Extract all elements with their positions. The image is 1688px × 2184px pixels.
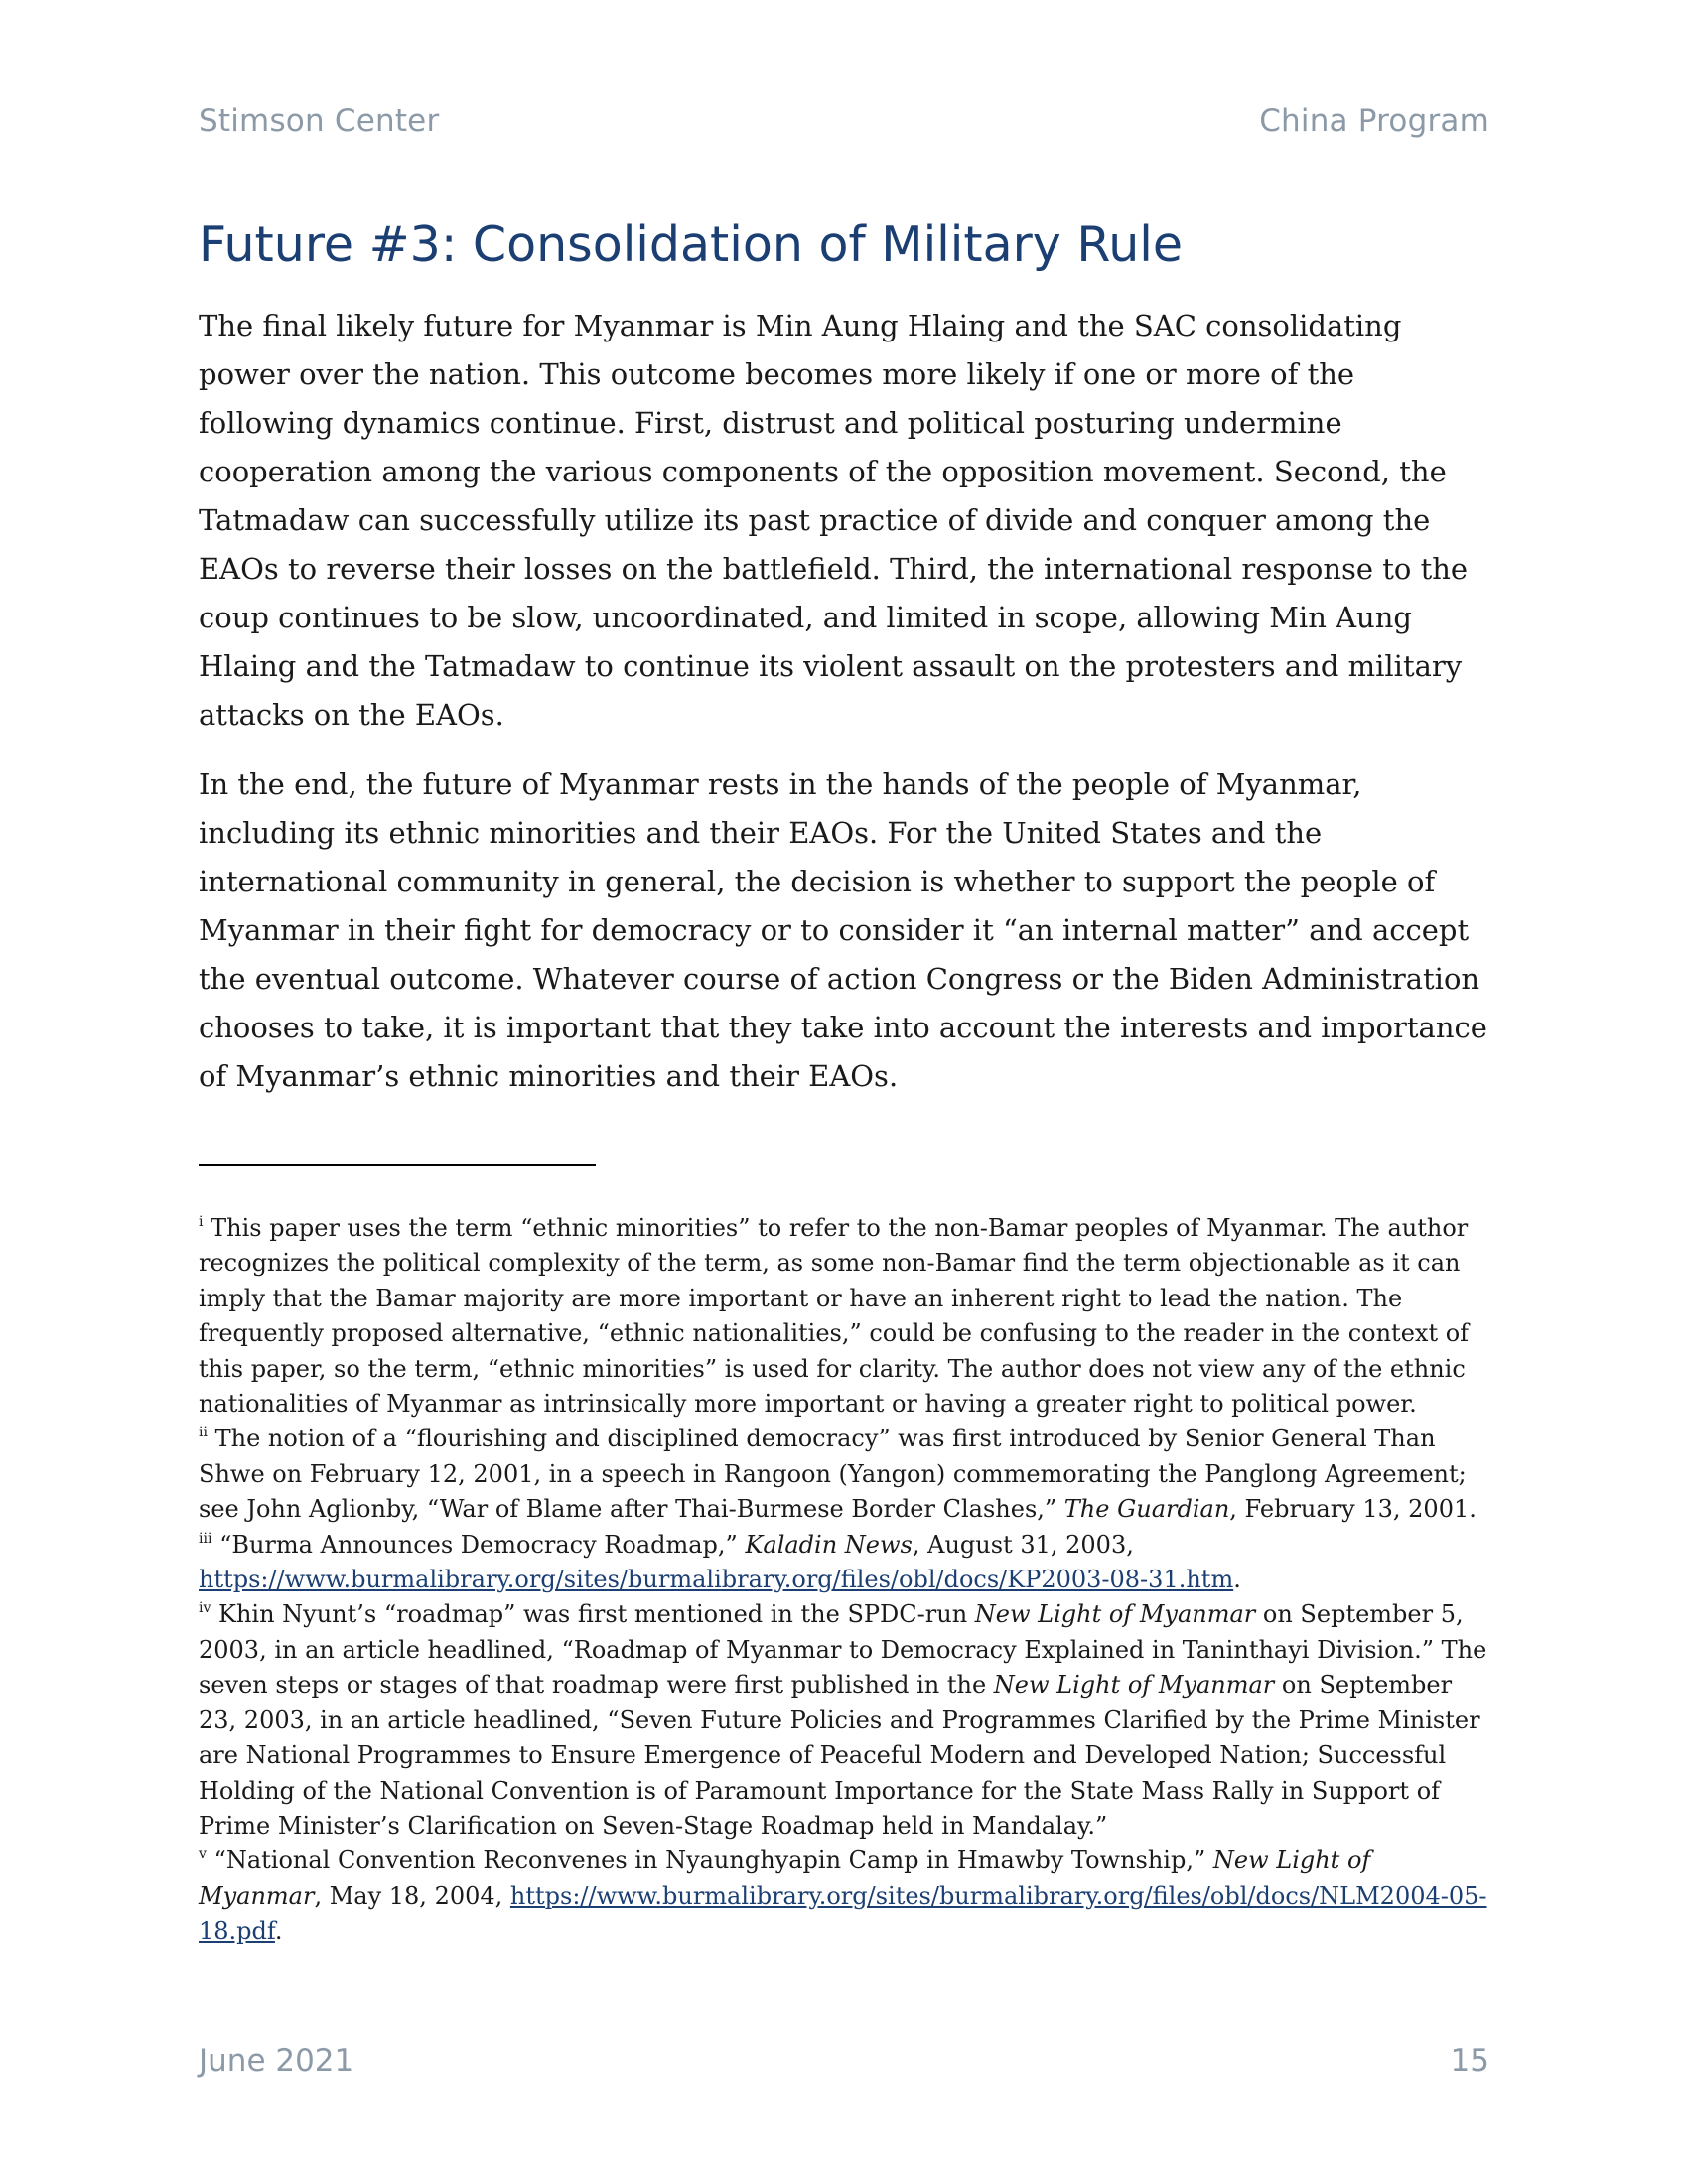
body-text [199,302,1489,1122]
footnote-4 [199,1597,1489,1843]
footnote-text: The notion of a “flourishing and disciplined democracy” was first introduced by Senior General Than Shwe on February 12, 2001, in a speech in Rangoon (Yangon) commemorating the Panglong Agreement; see John Aglionby, “War of Blame after Thai-Burmese Border Clashes,” [199,1425,1467,1524]
footnote-marker: ii [199,1425,208,1441]
footnote-italic: New Light of Myanmar [974,1600,1256,1629]
footnote-divider [199,1164,596,1166]
footnote-2 [199,1422,1489,1527]
footnote-text: . [274,1917,283,1946]
footnote-marker: v [199,1846,207,1863]
body-paragraph-2: In the end, the future of Myanmar rests in the hands of the people of Myanmar, including its ethnic minorities and their EAOs. For the United States and the international community in general, the decision is whether to support the people of Myanmar in their fight for democracy or to consider it “an internal matter” and accept the eventual outcome. Whatever course of action Congress or the Biden Administration chooses to take, it is important that they take into account the interests and importance of Myanmar’s ethnic minorities and their EAOs. [199,767,1487,1093]
footnote-italic: New Light of Myanmar [993,1671,1275,1700]
footnote-text: on September 23, 2003, in an article headlined, “Seven Future Policies and Programmes Clarified by the Prime Minister are National Programmes to Ensure Emergence of Peaceful Modern and Developed Nation; Successful Holding of the National Convention is of Paramount Importance for the State Mass Rally in Support of Prime Minister’s Clarification on Seven-Stage Roadmap held in Mandalay.” [199,1671,1480,1840]
section-title: Future #3: Consolidation of Military Rule [199,216,1184,273]
footnote-1 [199,1211,1489,1422]
footnote-text: “Burma Announces Democracy Roadmap,” [211,1530,746,1559]
footnote-text: Khin Nyunt’s “roadmap” was first mentioned in the SPDC-run [211,1600,975,1629]
footnote-marker: i [199,1214,204,1230]
footnote-text: . [1233,1566,1241,1594]
footnote-text: , August 31, 2003, [912,1530,1134,1559]
footnote-italic: The Guardian [1063,1495,1230,1524]
footnote-link[interactable]: https://www.burmalibrary.org/sites/burmalibrary.org/files/obl/docs/NLM2004-05-18.pdf [199,1881,1487,1946]
header-program: China Program [1259,103,1489,139]
footnote-link[interactable]: https://www.burmalibrary.org/sites/burmalibrary.org/files/obl/docs/KP2003-08-31.htm [199,1566,1234,1594]
body-paragraph-1: The final likely future for Myanmar is Min Aung Hlaing and the SAC consolidating power over the nation. This outcome becomes more likely if one or more of the following dynamics continue. First, distrust and political posturing undermine cooperation among the various components of the opposition movement. Second, the Tatmadaw can successfully utilize its past practice of divide and conquer among the EAOs to reverse their losses on the battlefield. Third, the international response to the coup continues to be slow, uncoordinated, and limited in scope, allowing Min Aung Hlaing and the Tatmadaw to continue its violent assault on the protesters and military attacks on the EAOs. [199,309,1469,732]
footnote-text: This paper uses the term “ethnic minorities” to refer to the non-Bamar peoples of Myanmar. The author recognizes the political complexity of the term, as some non-Bamar find the term objectionable as it can imply that the Bamar majority are more important or have an inherent right to lead the nation. The frequently proposed alternative, “ethnic nationalities,” could be confusing to the reader in the context of this paper, so the term, “ethnic minorities” is used for clarity. The author does not view any of the ethnic nationalities of Myanmar as intrinsically more important or having a greater right to political power. [199,1214,1470,1419]
footnote-text: on September 5, 2003, in an article headlined, “Roadmap of Myanmar to Democracy Explained in Taninthayi Division.” The seven steps or stages of that roadmap were first published in the [199,1600,1487,1700]
footnote-5 [199,1843,1489,1949]
footer-date: June 2021 [199,2043,354,2079]
footnote-3 [199,1528,1489,1598]
footnote-marker: iv [199,1600,211,1617]
page-number: 15 [1450,2043,1489,2079]
footnote-text: , February 13, 2001. [1229,1495,1477,1524]
footnotes [199,1211,1489,1950]
footnote-text: “National Convention Reconvenes in Nyaunghyapin Camp in Hmawby Township,” [206,1846,1213,1875]
footnote-marker: iii [199,1530,212,1547]
footnote-italic: Kaladin News [745,1530,913,1559]
header-organization: Stimson Center [199,103,440,139]
footnote-italic: New Light of Myanmar [199,1846,1371,1910]
footnote-text: , May 18, 2004, [314,1881,510,1910]
